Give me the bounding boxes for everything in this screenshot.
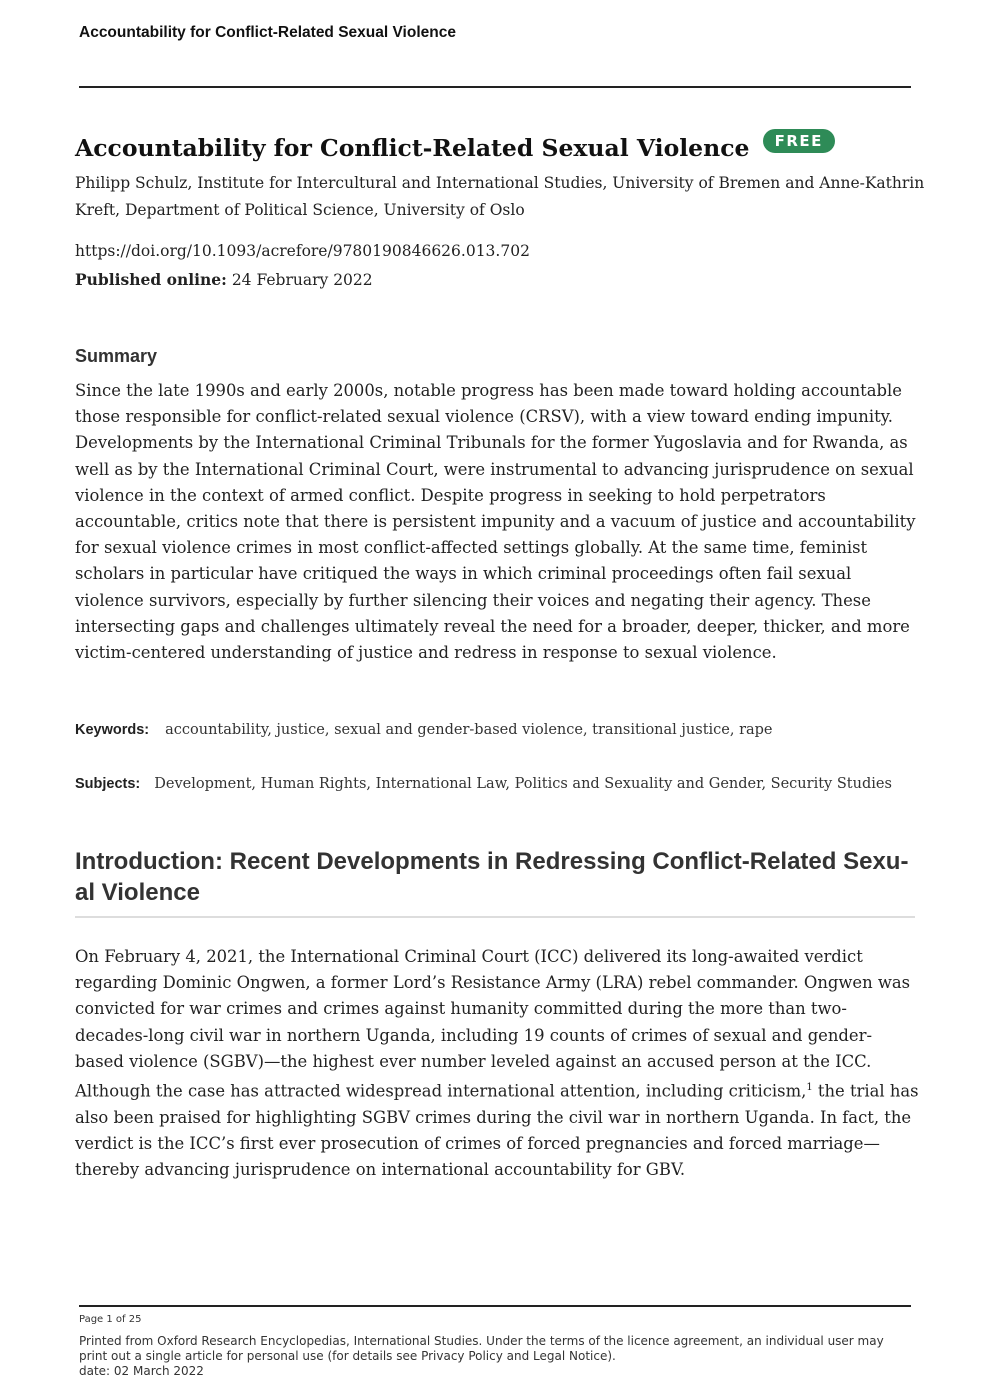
- keywords-label: Keywords:: [75, 722, 150, 738]
- subject-link[interactable]: Politics and Sexuality and Gender: [514, 776, 762, 792]
- introduction-text-part: On February 4, 2021, the International Criminal Court (ICC) delivered its long-awaited verdict regarding Dominic Ongwen, a former Lord’s Resistance Army (LRA) rebel commander. Ongwen was convicted for war crimes and crimes against humanity committed during the more than two-decades-long civil war in northern Uganda, including 19 counts of crimes of sexual and gender-based violence (SGBV)—the highest ever number leveled against an accused person at the ICC. Although the case has attracted widespread international attention, including criticism,: [75, 947, 911, 1101]
- published-label: Published online:: [75, 270, 227, 289]
- footer-divider: [79, 1305, 911, 1307]
- header-divider: [79, 86, 911, 88]
- doi-link[interactable]: https://doi.org/10.1093/acrefore/9780190846626.013.702: [75, 242, 530, 260]
- keyword-link[interactable]: rape: [739, 722, 773, 738]
- footnote-ref[interactable]: 1: [806, 1082, 813, 1094]
- printed-from-notice: Printed from Oxford Research Encyclopedias, International Studies. Under the terms of the licence agreement, an individual user may print out a single article for personal use (for details see Privacy Policy and Legal Notice).: [79, 1334, 884, 1363]
- subject-link[interactable]: Development: [154, 776, 252, 792]
- subject-link[interactable]: Human Rights: [260, 776, 367, 792]
- published-date: 24 February 2022: [231, 271, 373, 289]
- print-date: date: 02 March 2022: [79, 1364, 204, 1378]
- keywords-line: Keywords: accountability, justice, sexual and gender-based violence, transitional justice, rape: [75, 722, 773, 738]
- keyword-link[interactable]: transitional justice: [592, 722, 730, 738]
- free-badge: FREE: [763, 129, 835, 153]
- page-number: Page 1 of 25: [79, 1314, 142, 1325]
- keyword-link[interactable]: sexual and gender-based violence: [334, 722, 583, 738]
- subjects-line: Subjects: Development, Human Rights, International Law, Politics and Sexuality and Gender, Security Studies: [75, 776, 892, 792]
- summary-heading: Summary: [75, 346, 158, 366]
- footer-notice: [79, 1334, 909, 1379]
- keyword-link[interactable]: accountability: [165, 722, 268, 738]
- introduction-text: [75, 944, 920, 1183]
- subjects-label: Subjects:: [75, 776, 141, 792]
- article-authors: Philipp Schulz, Institute for Intercultural and International Studies, University of Bremen and Anne-Kathrin Kreft, Department of Political Science, University of Oslo: [75, 174, 925, 219]
- introduction-text-part: the trial has also been praised for highlighting SGBV crimes during the civil war in northern Uganda. In fact, the verdict is the ICC’s first ever prosecution of crimes of forced pregnancies and forced marriage—thereby advancing jurisprudence on international accountability for GBV.: [75, 1081, 919, 1180]
- subject-link[interactable]: Security Studies: [770, 776, 892, 792]
- published-line: [75, 270, 373, 289]
- article-title: Accountability for Conflict-Related Sexual Violence: [75, 134, 750, 162]
- introduction-heading: Introduction: Recent Developments in Redressing Conflict-Related Sexu-al Violence: [75, 846, 915, 918]
- keyword-link[interactable]: justice: [276, 722, 325, 738]
- subject-link[interactable]: International Law: [375, 776, 506, 792]
- title-row: [75, 134, 835, 162]
- summary-text: Since the late 1990s and early 2000s, notable progress has been made toward holding accountable those responsible for conflict-related sexual violence (CRSV), with a view toward ending impunity. Developments by the International Criminal Tribunals for the former Yugoslavia and for Rwanda, as well as by the International Criminal Court, were instrumental to advancing jurisprudence on sexual violence in the context of armed conflict. Despite progress in seeking to hold perpetrators accountable, critics note that there is persistent impunity and a vacuum of justice and accountability for sexual violence crimes in most conflict-affected settings globally. At the same time, feminist scholars in particular have critiqued the ways in which criminal proceedings often fail sexual violence survivors, especially by further silencing their voices and negating their agency. These intersecting gaps and challenges ultimately reveal the need for a broader, deeper, thicker, and more victim-centered understanding of justice and redress in response to sexual violence.: [75, 381, 916, 663]
- running-head: Accountability for Conflict-Related Sexual Violence: [79, 24, 456, 41]
